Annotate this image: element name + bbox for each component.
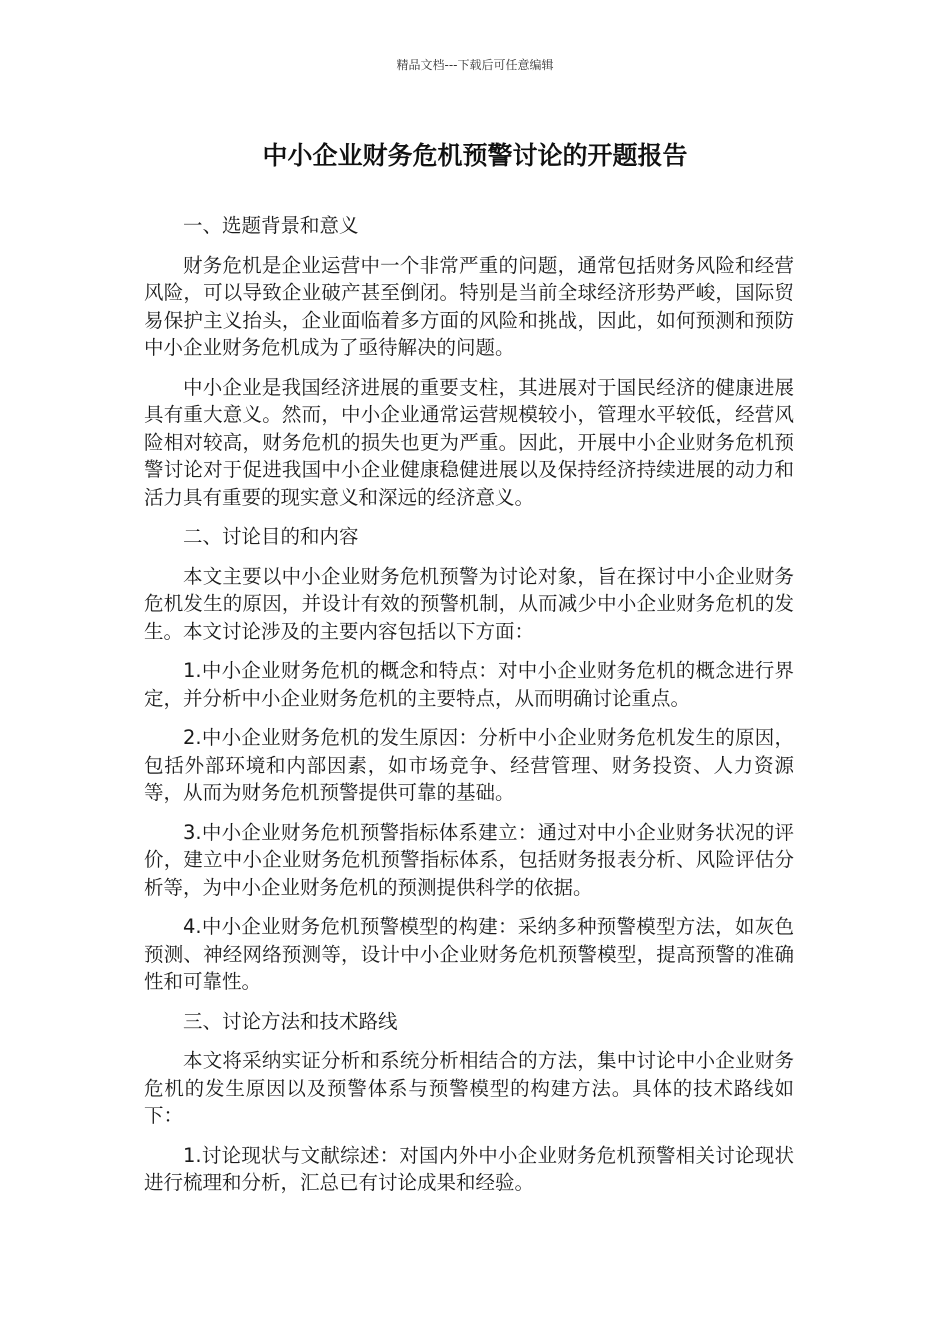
paragraph: 财务危机是企业运营中一个非常严重的问题，通常包括财务风险和经营风险，可以导致企业破产甚至倒闭。特别是当前全球经济形势严峻，国际贸易保护主义抬头，企业面临着多方面的风险和挑战，因此，如何预测和预防中小企业财务危机成为了亟待解决的问题。 xyxy=(144,253,794,359)
section-heading-objectives: 二、讨论目的和内容 xyxy=(183,525,359,548)
list-item: 1.讨论现状与文献综述：对国内外中小企业财务危机预警相关讨论现状进行梳理和分析，汇总已有讨论成果和经验。 xyxy=(144,1143,794,1194)
list-item: 4.中小企业财务危机预警模型的构建：采纳多种预警模型方法，如灰色预测、神经网络预测等，设计中小企业财务危机预警模型，提高预警的准确性和可靠性。 xyxy=(144,915,794,993)
page-header: 精品文档---下载后可任意编辑 xyxy=(396,58,554,72)
paragraph: 本文主要以中小企业财务危机预警为讨论对象，旨在探讨中小企业财务危机发生的原因，并设计有效的预警机制，从而减少中小企业财务危机的发生。本文讨论涉及的主要内容包括以下方面： xyxy=(144,564,794,643)
document-body xyxy=(144,212,794,1209)
document-title: 中小企业财务危机预警讨论的开题报告 xyxy=(262,141,688,170)
list-item: 2.中小企业财务危机的发生原因：分析中小企业财务危机发生的原因，包括外部环境和内部因素，如市场竞争、经营管理、财务投资、人力资源等，从而为财务危机预警提供可靠的基础。 xyxy=(144,726,794,804)
paragraph: 中小企业是我国经济进展的重要支柱，其进展对于国民经济的健康进展具有重大意义。然而，中小企业通常运营规模较小，管理水平较低，经营风险相对较高，财务危机的损失也更为严重。因此，开展中小企业财务危机预警讨论对于促进我国中小企业健康稳健进展以及保持经济持续进展的动力和活力具有重要的现实意义和深远的经济意义。 xyxy=(144,375,794,509)
section-heading-background: 一、选题背景和意义 xyxy=(183,214,359,237)
section-heading-methods: 三、讨论方法和技术路线 xyxy=(183,1009,398,1033)
paragraph: 本文将采纳实证分析和系统分析相结合的方法，集中讨论中小企业财务危机的发生原因以及预警体系与预警模型的构建方法。具体的技术路线如下： xyxy=(144,1049,794,1127)
list-item: 1.中小企业财务危机的概念和特点：对中小企业财务危机的概念进行界定，并分析中小企业财务危机的主要特点，从而明确讨论重点。 xyxy=(144,659,794,710)
list-item: 3.中小企业财务危机预警指标体系建立：通过对中小企业财务状况的评价，建立中小企业财务危机预警指标体系，包括财务报表分析、风险评估分析等，为中小企业财务危机的预测提供科学的依据。 xyxy=(144,820,794,899)
